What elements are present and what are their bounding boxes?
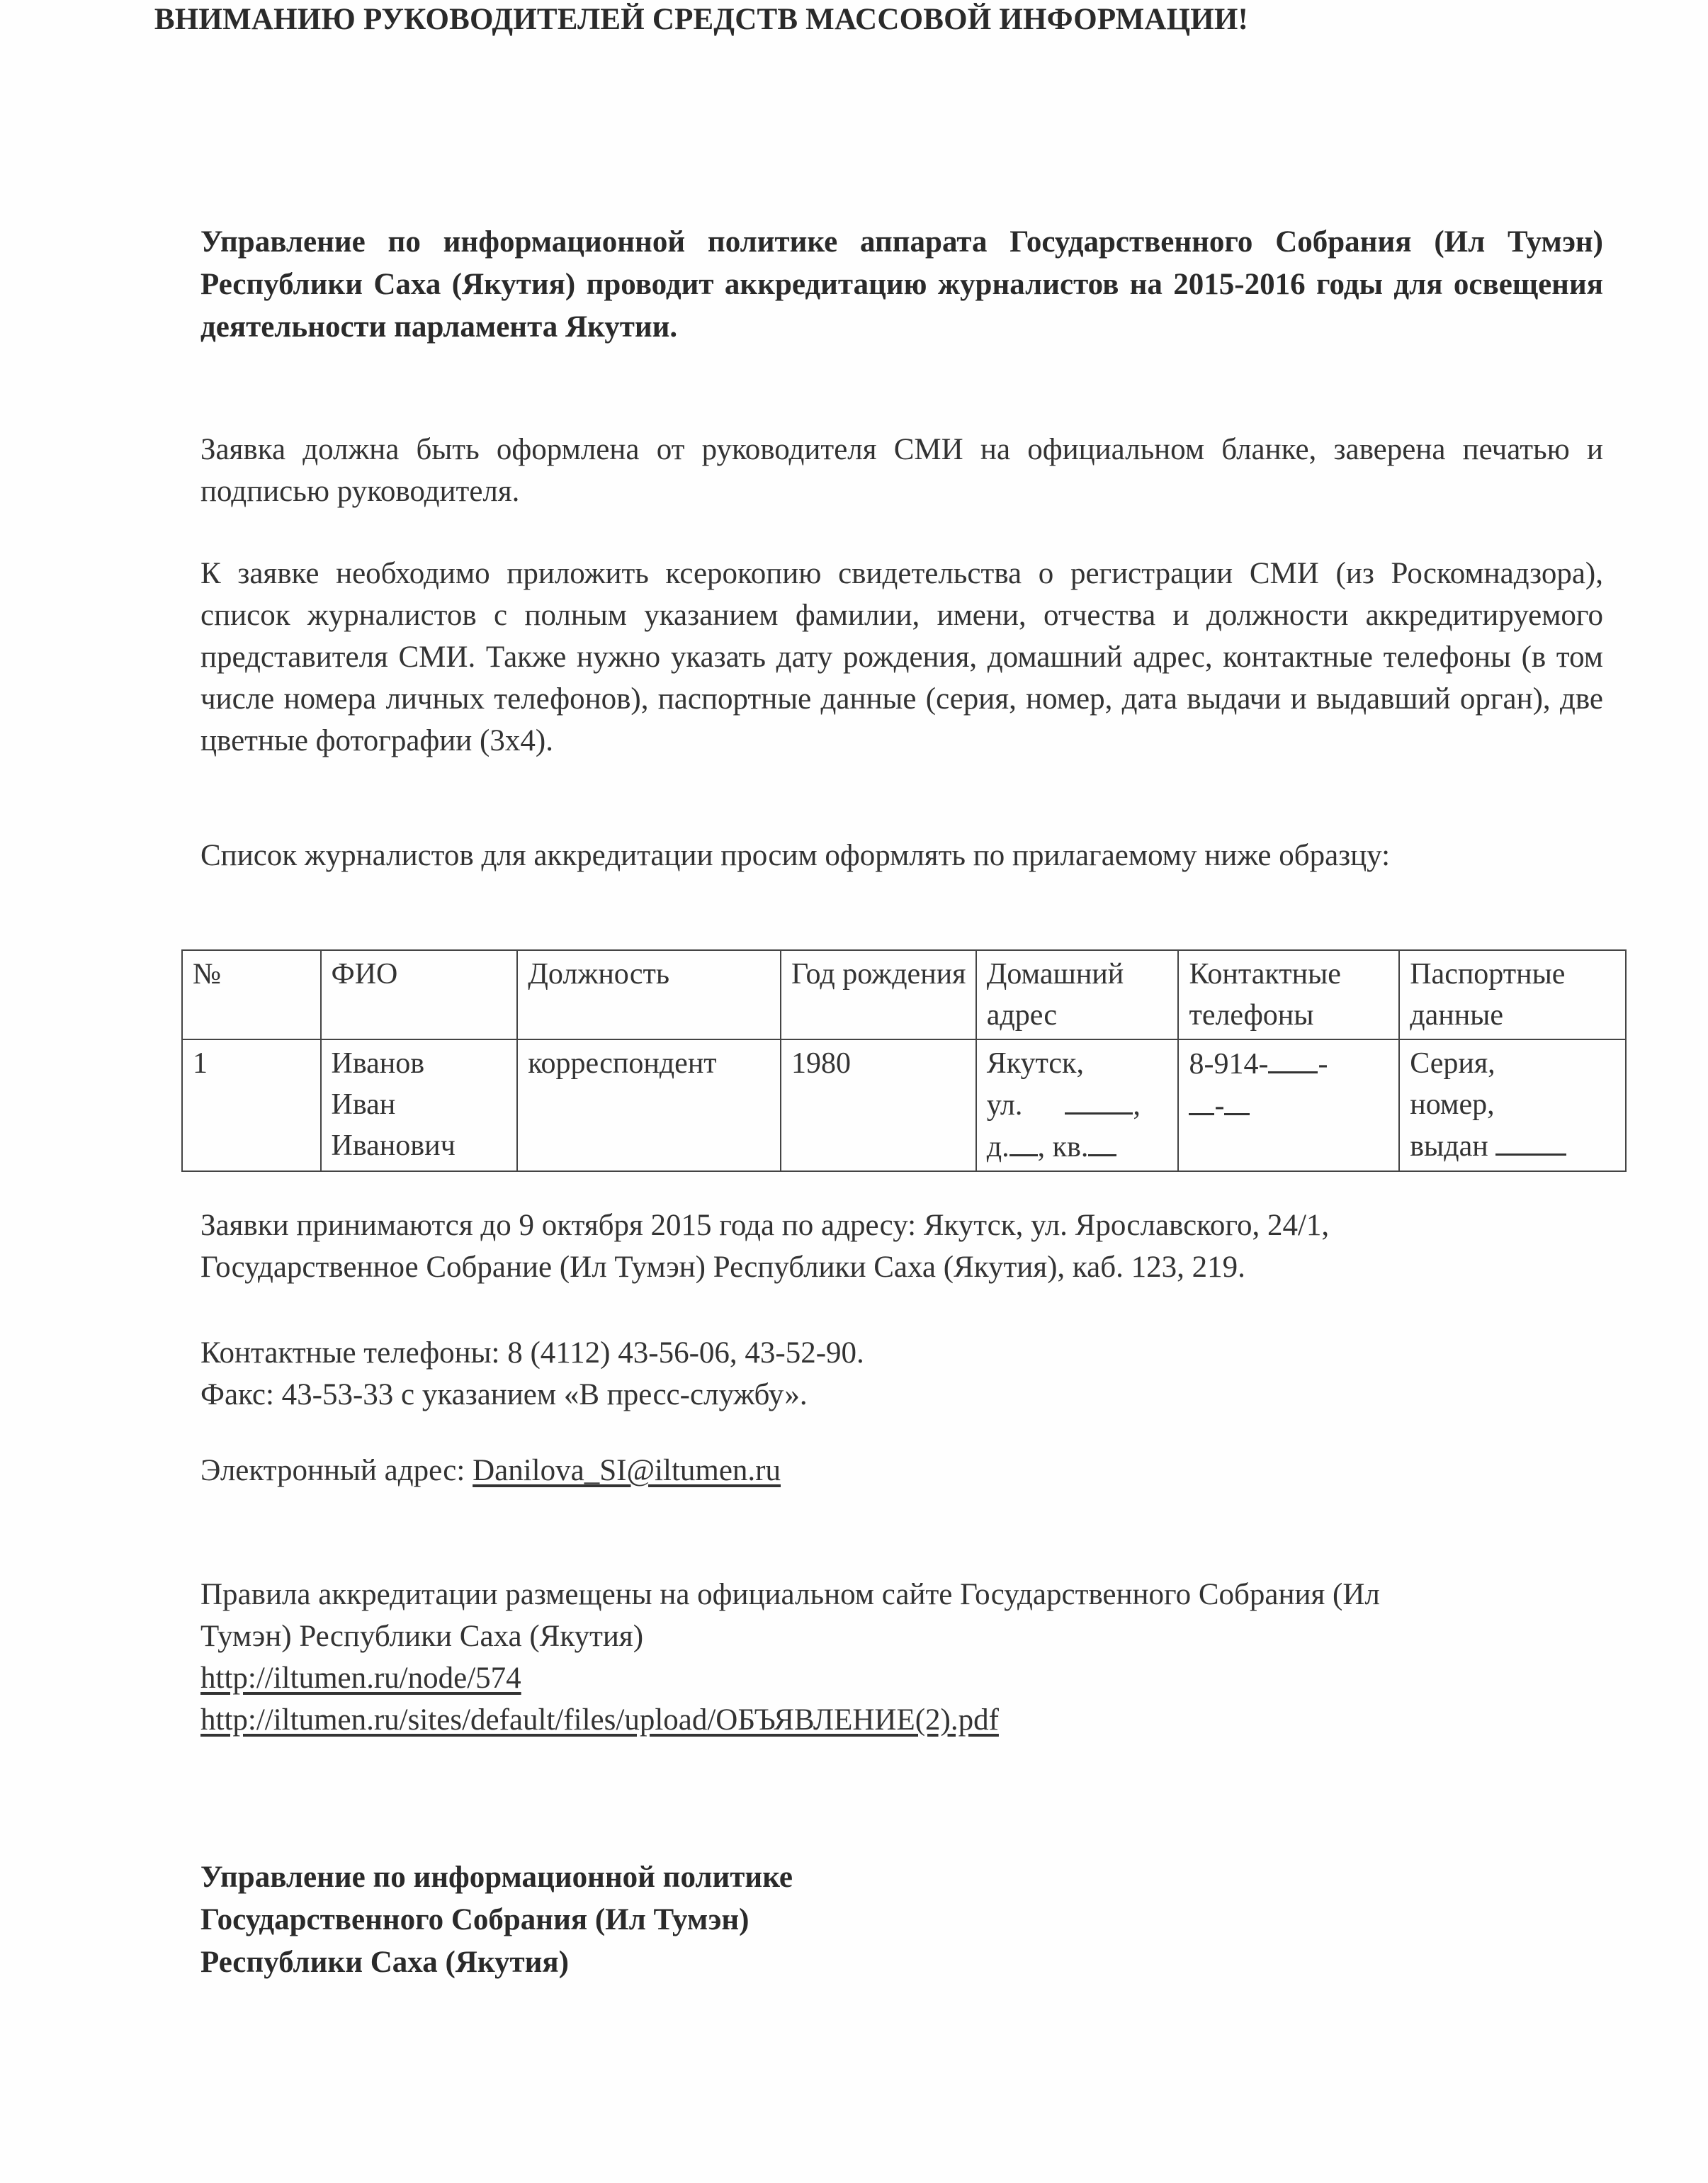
phone-line2 — [1189, 1085, 1390, 1127]
apartment-blank — [1088, 1126, 1116, 1156]
apartment-label: , кв. — [1037, 1131, 1089, 1163]
email-link[interactable]: Danilova_SI@iltumen.ru — [473, 1454, 781, 1487]
header-position: Должность — [517, 950, 781, 1039]
cell-passport-data — [1399, 1039, 1626, 1171]
header-contact-phones: Контактные телефоны — [1178, 950, 1399, 1039]
phone-blank-1 — [1268, 1043, 1318, 1073]
header-passport-data: Паспортные данные — [1399, 950, 1626, 1039]
rules-text-line-1: Правила аккредитации размещены на официальном сайте Государственного Собрания (Ил — [200, 1578, 1380, 1611]
passport-number: номер, — [1410, 1088, 1495, 1121]
address-city: Якутск, — [986, 1047, 1084, 1080]
table-row — [182, 1039, 1626, 1171]
application-paragraph: Заявка должна быть оформлена от руководителя СМИ на официальном бланке, заверена печатью и подписью руководителя. — [200, 433, 1603, 508]
table-header-row — [182, 950, 1626, 1039]
signature-line-2: Государственного Собрания (Ил Тумэн) — [200, 1903, 750, 1936]
cell-contact-phones — [1178, 1039, 1399, 1171]
attachments-paragraph: К заявке необходимо приложить ксерокопию свидетельства о регистрации СМИ (из Роскомнадзора), список журналистов с полным указанием фамилии, имени, отчества и должности аккредитируемого представителя СМИ. Также нужно указать дату рождения, домашний адрес, контактные телефоны (в том числе номера личных телефонов), паспортные данные (серия, номер, дата выдачи и выдавший орган), две цветные фотографии (3х4). — [200, 557, 1603, 757]
header-full-name: ФИО — [321, 950, 518, 1039]
cell-home-address — [976, 1039, 1179, 1171]
issued-blank — [1495, 1125, 1566, 1156]
phone-blank-2 — [1189, 1085, 1214, 1115]
fax-number: Факс: 43-53-33 с указанием «В пресс-службу». — [200, 1378, 808, 1411]
patronymic: Иванович — [331, 1129, 456, 1162]
header-home-address: Домашний адрес — [976, 950, 1179, 1039]
deadline-line-2: Государственное Собрание (Ил Тумэн) Республики Саха (Якутия), каб. 123, 219. — [200, 1251, 1245, 1284]
list-intro-paragraph: Список журналистов для аккредитации просим оформлять по прилагаемому ниже образцу: — [200, 839, 1391, 872]
rules-text-line-2: Тумэн) Республики Саха (Якутия) — [200, 1620, 644, 1653]
signature-block — [200, 1856, 1603, 1984]
phone-prefix: 8-914- — [1189, 1048, 1269, 1081]
first-name: Иван — [331, 1088, 396, 1121]
intro-paragraph: Управление по информационной политике аппарата Государственного Собрания (Ил Тумэн) Республики Саха (Якутия) проводит аккредитацию журналистов на 2015-2016 годы для освещения деятельности парламента Якутии. — [200, 225, 1603, 344]
page-title: ВНИМАНИЮ РУКОВОДИТЕЛЕЙ СРЕДСТВ МАССОВОЙ ИНФОРМАЦИИ! — [154, 3, 1249, 36]
street-label: ул. — [986, 1089, 1023, 1122]
rules-node-link[interactable]: http://iltumen.ru/node/574 — [200, 1662, 521, 1695]
announcement-pdf-link[interactable]: http://iltumen.ru/sites/default/files/upload/ОБЪЯВЛЕНИЕ(2).pdf — [200, 1703, 999, 1737]
phone-blank-3 — [1224, 1085, 1250, 1115]
contact-phones: Контактные телефоны: 8 (4112) 43-56-06, 43-52-90. — [200, 1336, 864, 1370]
phone-separator: - — [1318, 1048, 1328, 1081]
street-comma: , — [1133, 1089, 1141, 1122]
header-birth-year: Год рождения — [781, 950, 976, 1039]
deadline-paragraph — [200, 1205, 1603, 1288]
house-blank — [1009, 1126, 1038, 1156]
passport-issued — [1410, 1125, 1617, 1167]
cell-position: корреспондент — [517, 1039, 781, 1171]
address-street — [987, 1084, 1170, 1126]
house-label: д. — [986, 1131, 1009, 1163]
phone-line1 — [1189, 1043, 1390, 1085]
contacts-block — [200, 1332, 1603, 1416]
issued-label: выдан — [1410, 1130, 1488, 1163]
cell-full-name — [321, 1039, 518, 1171]
deadline-line-1: Заявки принимаются до 9 октября 2015 года по адресу: Якутск, ул. Ярославского, 24/1, — [200, 1209, 1330, 1242]
street-blank — [1065, 1084, 1133, 1115]
email-line — [200, 1450, 1603, 1491]
accreditation-sample-table — [181, 949, 1627, 1172]
address-house — [987, 1126, 1170, 1168]
header-number: № — [182, 950, 321, 1039]
passport-series: Серия, — [1410, 1047, 1495, 1080]
email-label: Электронный адрес: — [200, 1454, 473, 1487]
rules-block — [200, 1574, 1603, 1741]
cell-number: 1 — [182, 1039, 321, 1171]
phone-separator: - — [1214, 1090, 1225, 1122]
surname: Иванов — [331, 1047, 425, 1080]
signature-line-3: Республики Саха (Якутия) — [200, 1946, 569, 1979]
cell-birth-year: 1980 — [781, 1039, 976, 1171]
signature-line-1: Управление по информационной политике — [200, 1861, 793, 1894]
